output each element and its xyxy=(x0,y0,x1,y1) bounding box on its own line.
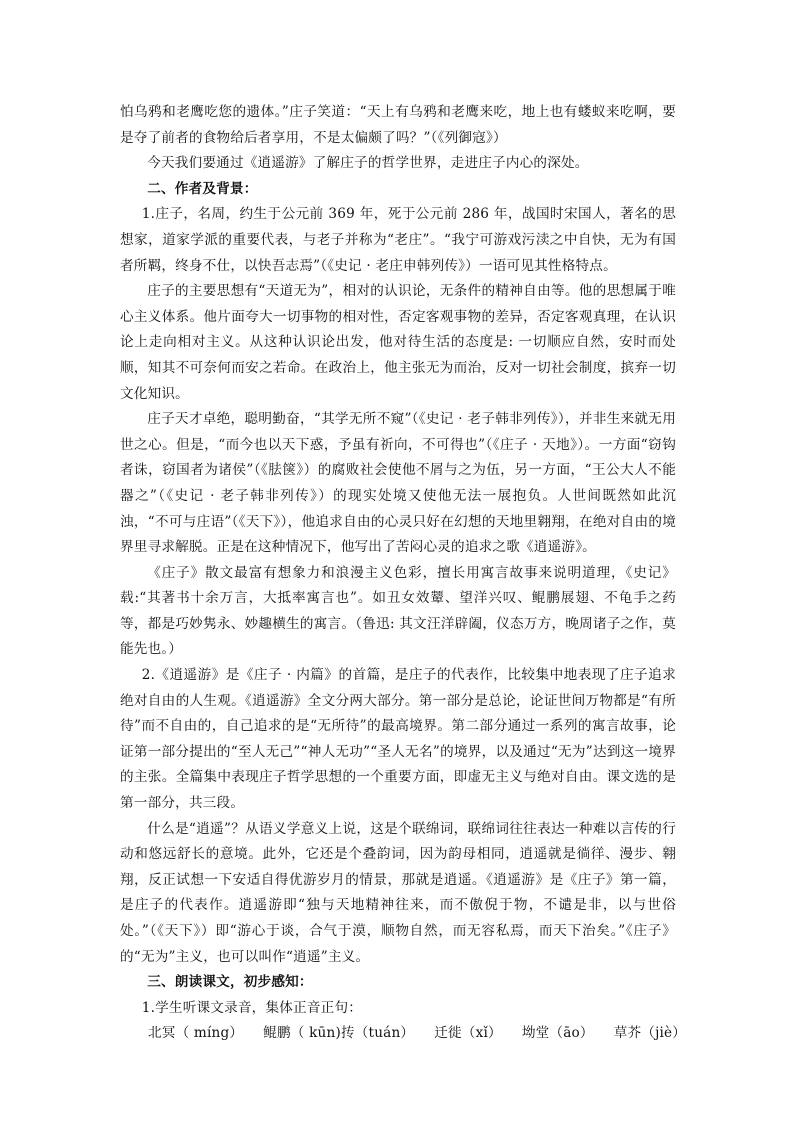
pinyin-item: 北冥（ míng） xyxy=(148,1025,244,1042)
paragraph-reading-1: 1.学生听课文录音，集体正音正句： xyxy=(141,999,363,1016)
paragraph-today: 今天我们要通过《逍遥游》了解庄子的哲学世界，走进庄子内心的深处。 xyxy=(147,155,589,172)
paragraph-author-5: 2.《逍遥游》是《庄子 · 内篇》的首篇，是庄子的代表作，比较集中地表现了庄子追求绝对自由的人生观。《逍遥游》全文分两大部分。第一部分是总论，论证世间万物都是“有所待”而不自由的，自己追求的是“无所待”的最高境界。第二部分通过一系列的寓言故事，论证第一部分提出的“至人无己”“神人无功”“圣人无名”的境界，以及通过“无为”达到这一境界的主张。全篇集中表现庄子哲学思想的一个重要方面，即虚无主义与绝对自由。课文选的是第一部分，共三段。 xyxy=(120,667,676,812)
paragraph-author-1: 1.庄子，名周，约生于公元前 369 年，死于公元前 286 年，战国时宋国人，著名的思想家，道家学派的重要代表，与老子并称为“老庄”。“我宁可游戏污渎之中自快，无为有国者所羁，终身不仕，以快吾志焉”（《史记 · 老庄申韩列传》）一语可见其性格特点。 xyxy=(120,206,676,274)
paragraph-author-3: 庄子天才卓绝，聪明勤奋，“其学无所不窥”（《史记 · 老子韩非列传》），并非生来就无用世之心。但是，“而今也以天下惑，予虽有祈向，不可得也”（《庄子 · 天地》）。一方面“窃钩者诛，窃国者为诸侯”（《胠箧》）的腐败社会使他不屑与之为伍，另一方面，“王公大人不能器之”（《史记 · 老子韩非列传》）的现实处境又使他无法一展抱负。人世间既然如此沉浊，“不可与庄语”（《天下》），他追求自由的心灵只好在幻想的天地里翱翔，在绝对自由的境界里寻求解脱。正是在这种情况下，他写出了苦闷心灵的追求之歌《逍遥游》。 xyxy=(120,411,676,556)
paragraph-intro: 怕乌鸦和老鹰吃您的遗体。”庄子笑道：“天上有乌鸦和老鹰来吃，地上也有蝼蚁来吃啊，要是夺了前者的食物给后者享用，不是太偏颇了吗？”（《列御寇》） xyxy=(120,104,676,146)
paragraph-author-6: 什么是“逍遥”？从语义学意义上说，这是个联绵词，联绵词往往表达一种难以言传的行动和悠远舒长的意境。此外，它还是个叠韵词，因为韵母相同，逍遥就是徜徉、漫步、翱翔，反正试想一下安适自得优游岁月的情景，那就是逍遥。《逍遥游》是《庄子》第一篇，是庄子的代表作。逍遥游即“独与天地精神往来，而不傲倪于物，不谴是非，以与世俗处。”（《天下》）即“游心于谈，合气于漠，顺物自然，而无容私焉，而天下治矣。”《庄子》的“无为”主义，也可以叫作“逍遥”主义。 xyxy=(120,820,676,965)
pinyin-item: 草芥（jiè） xyxy=(613,1025,687,1042)
section-heading-reading: 三、朗读课文，初步感知： xyxy=(147,974,313,991)
paragraph-author-2: 庄子的主要思想有“天道无为”，相对的认识论，无条件的精神自由等。他的思想属于唯心主义体系。他片面夸大一切事物的相对性，否定客观事物的差异，否定客观真理，在认识论上走向相对主义。从这种认识论出发，他对待生活的态度是: 一切顺应自然，安时而处顺，知其不可奈何而安之若命。在政治上，他主张无为而治，反对一切社会制度，摈弃一切文化知识。 xyxy=(120,283,676,402)
pinyin-item: 坳堂（āo） xyxy=(521,1025,594,1042)
paragraph-author-4: 《庄子》散文最富有想象力和浪漫主义色彩，擅长用寓言故事来说明道理，《史记》载:“其著书十余万言，大抵率寓言也”。如丑女效颦、望洋兴叹、鲲鹏展翅、不龟手之药等，都是巧妙隽永、妙趣横生的寓言。（鲁迅: 其文汪洋辟阖，仪态万方，晚周诸子之作，莫能先也。） xyxy=(120,564,676,658)
document-page xyxy=(120,100,687,1047)
pinyin-item: 鲲鹏（ kūn)抟（tuán） xyxy=(263,1025,415,1042)
pinyin-item: 迁徙（xǐ） xyxy=(434,1025,502,1042)
section-heading-author: 二、作者及背景： xyxy=(147,180,258,197)
pinyin-list xyxy=(120,1021,687,1047)
